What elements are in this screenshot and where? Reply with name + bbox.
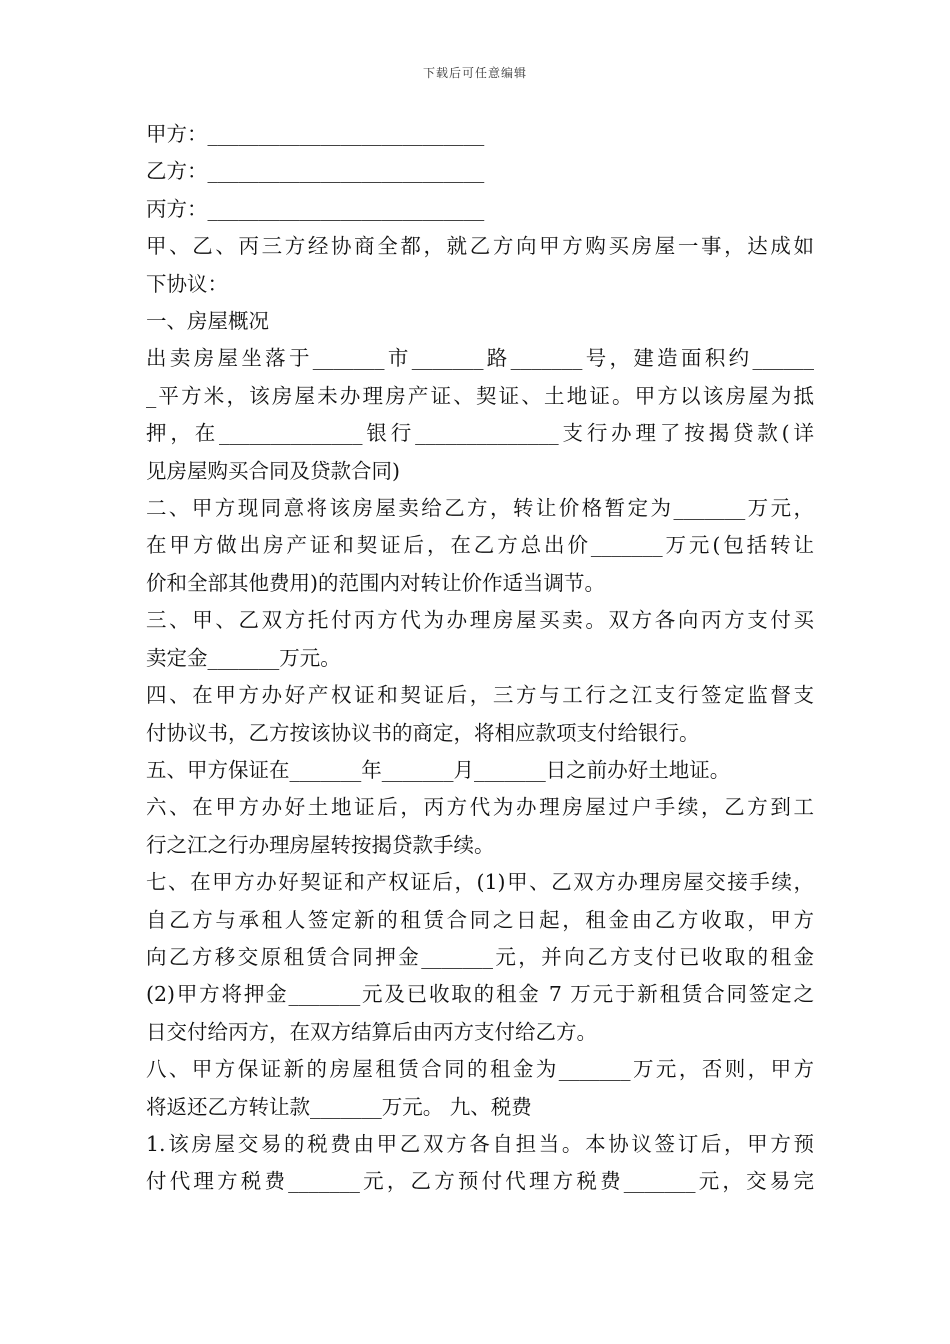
page-header-note: 下载后可任意编辑 [422, 66, 527, 80]
document-line: 三、甲、乙双方托付丙方代为办理房屋买卖。双方各向丙方支付买 [146, 608, 814, 633]
document-line: 行之江之行办理房屋转按揭贷款手续。 [146, 832, 495, 857]
document-line: 丙方：___________________________ [146, 196, 485, 221]
document-line: 五、甲方保证在_______年_______月_______日之前办好土地证。 [146, 757, 731, 782]
document-line: 自乙方与承租人签定新的租赁合同之日起，租金由乙方收取，甲方 [146, 907, 814, 932]
document-line: 七、在甲方办好契证和产权证后，(1)甲、乙双方办理房屋交接手续， [146, 870, 814, 895]
document-line: 一、房屋概况 [146, 309, 269, 334]
document-line: 二、甲方现同意将该房屋卖给乙方，转让价格暂定为_______万元， [146, 496, 814, 521]
document-line: 向乙方移交原租赁合同押金_______元，并向乙方支付已收取的租金 [146, 944, 814, 969]
document-line: _平方米，该房屋未办理房产证、契证、土地证。甲方以该房屋为抵 [146, 383, 814, 408]
document-line: 日交付给丙方，在双方结算后由丙方支付给乙方。 [146, 1019, 597, 1044]
document-line: 付代理方税费_______元，乙方预付代理方税费_______元，交易完 [146, 1169, 814, 1194]
document-line: 付协议书，乙方按该协议书的商定，将相应款项支付给银行。 [146, 720, 700, 745]
document-line: 出卖房屋坐落于_______市_______路_______号，建造面积约______ [146, 346, 814, 371]
document-line: (2)甲方将押金_______元及已收取的租金 7 万元于新租赁合同签定之 [146, 982, 814, 1007]
document-line: 甲方：___________________________ [146, 122, 485, 146]
document-line: 见房屋购买合同及贷款合同) [146, 458, 400, 483]
document-line: 在甲方做出房产证和契证后，在乙方总出价_______万元(包括转让 [146, 533, 814, 558]
document-line: 将返还乙方转让款_______万元。 九、税费 [146, 1094, 532, 1119]
document-body [146, 116, 814, 1201]
document-line: 四、在甲方办好产权证和契证后，三方与工行之江支行签定监督支 [146, 683, 814, 708]
document-line: 1.该房屋交易的税费由甲乙双方各自担当。本协议签订后，甲方预 [146, 1131, 814, 1156]
document-line: 六、在甲方办好土地证后，丙方代为办理房屋过户手续，乙方到工 [146, 795, 814, 820]
document-line: 甲、乙、丙三方经协商全都，就乙方向甲方购买房屋一事，达成如 [146, 234, 814, 259]
document-line: 下协议： [146, 271, 228, 296]
document-line: 价和全部其他费用)的范围内对转让价作适当调节。 [146, 570, 605, 595]
document-line: 押，在______________银行______________支行办理了按揭贷款(详 [146, 421, 814, 446]
document-line: 八、甲方保证新的房屋租赁合同的租金为_______万元，否则，甲方 [146, 1057, 814, 1082]
document-line: 乙方：___________________________ [146, 159, 485, 184]
document-line: 卖定金_______万元。 [146, 645, 341, 670]
